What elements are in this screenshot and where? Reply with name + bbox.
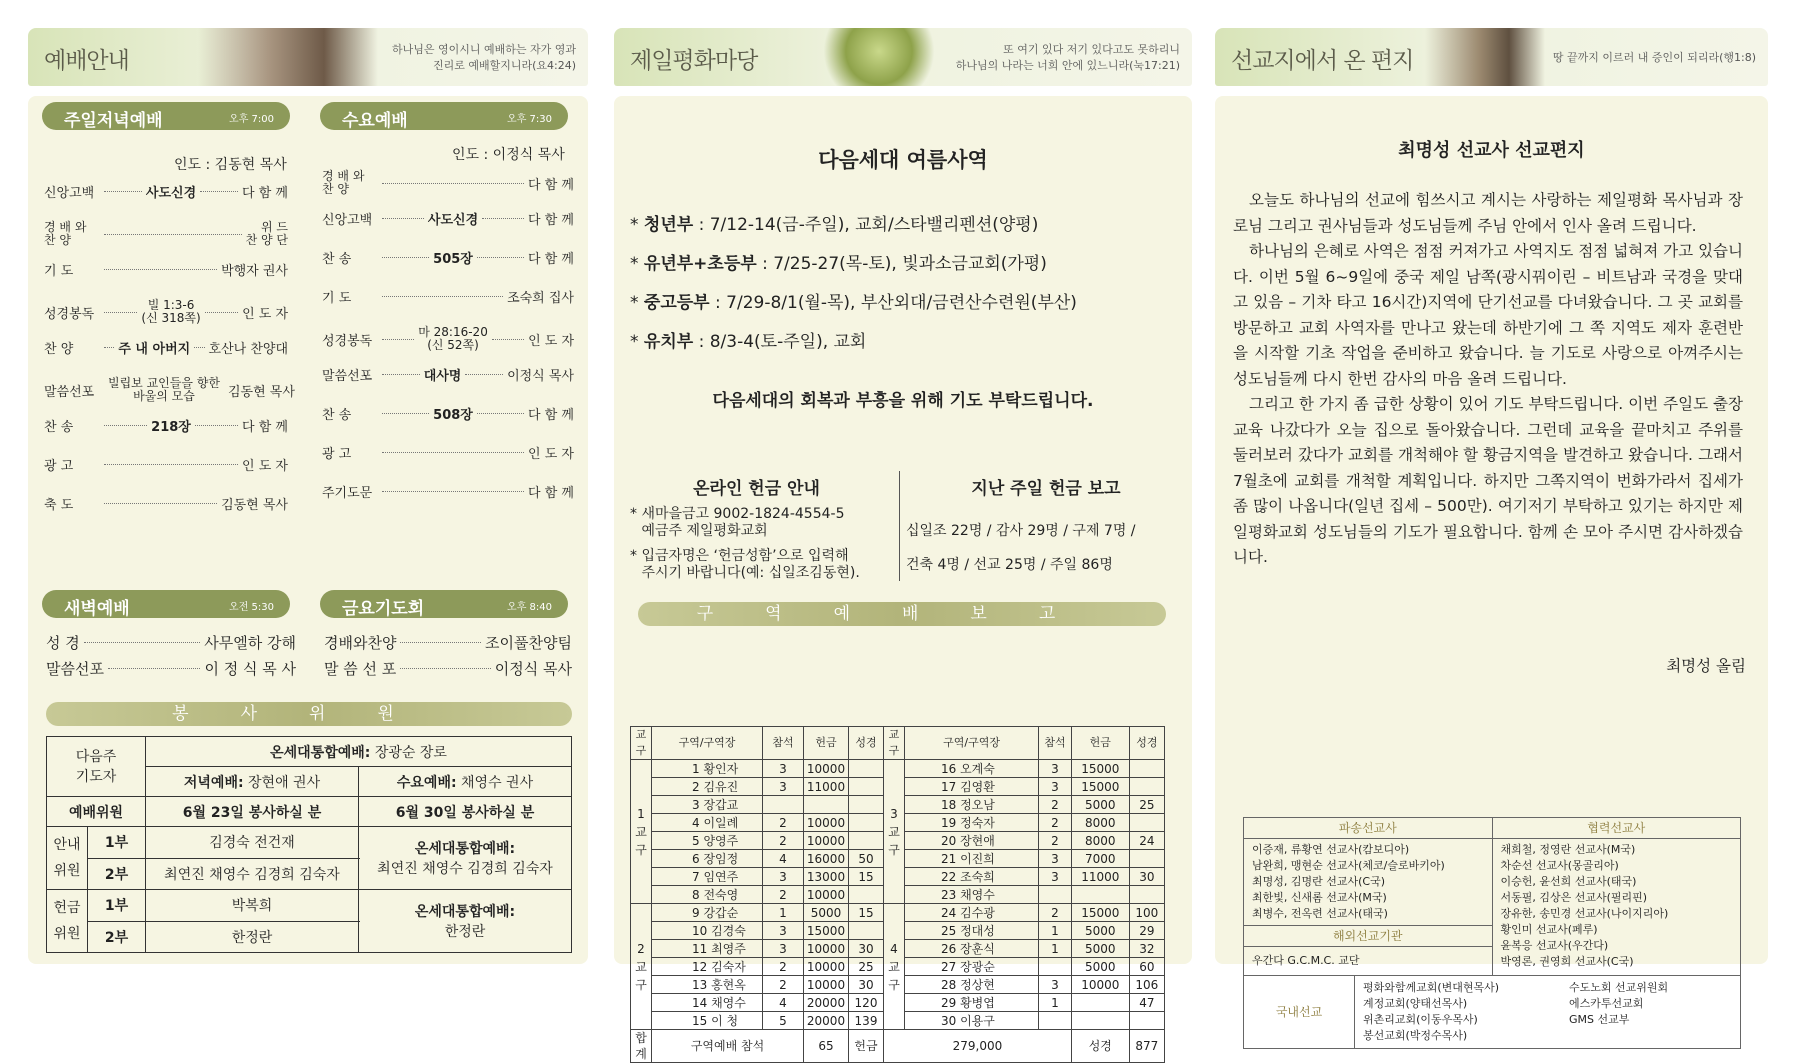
list-item: 최명성, 김명란 선교사(C국) <box>1252 875 1386 888</box>
mission-verse: 땅 끝까지 이르러 내 증인이 되리라(행1:8) <box>1552 51 1756 64</box>
mission-title: 선교지에서 온 편지 <box>1231 48 1414 74</box>
total-row: 합계 구역예배 참석 65 헌금 279,000 성경 877 <box>631 1030 1165 1063</box>
summer-title: 다음세대 여름사역 <box>818 148 988 172</box>
order-row <box>322 209 574 228</box>
order-item-person: 다 함 께 <box>528 252 574 267</box>
table-row: 15 이 청 5 20000 139 30 이용구 <box>631 1012 1165 1030</box>
worship-panel <box>28 96 588 964</box>
order-item-person: 김동현 목사 <box>227 384 295 400</box>
sunday-pill: 주일저녁예배 오후 7:00 <box>42 102 290 130</box>
table-header: 헌금 <box>804 727 849 760</box>
table-row: 13 홍현옥 2 10000 30 28 정상현 3 10000 106 <box>631 976 1165 994</box>
order-row <box>44 494 288 513</box>
list-item: 박영론, 권영희 선교사(C국) <box>1500 955 1634 968</box>
district-title: 구역예배보고 <box>638 602 1166 626</box>
order-row <box>322 248 574 267</box>
report-line-1: 십일조 22명 / 감사 29명 / 구제 7명 / <box>906 523 1136 539</box>
order-row <box>44 416 288 435</box>
mission-photo <box>1425 28 1545 86</box>
order-item-name: 신앙고백 <box>322 213 373 228</box>
peace-verse: 또 여기 있다 저기 있다고도 못하리니 하나님의 나라는 너희 안에 있느니라(눅17:21) <box>955 43 1180 72</box>
list-item: 수도노회 선교위원회 <box>1569 981 1669 994</box>
wednesday-leader: 인도 : 이정식 목사 <box>452 147 565 163</box>
order-row <box>44 260 288 279</box>
order-item-content: 빌 1:3-6 (신 318쪽) <box>141 298 201 325</box>
list-item: 평화와함께교회(변대현목사) <box>1363 981 1500 994</box>
friday-row-1: 경배와찬양 조이풀찬양팀 <box>324 634 572 652</box>
order-item-content: 빌립보 교인들을 향한 바울의 모습 <box>108 376 220 403</box>
table-row <box>631 727 1165 760</box>
list-item: 봉선교회(박정수목사) <box>1363 1029 1468 1042</box>
order-row <box>322 170 574 196</box>
summer-item-3: * 중고등부 : 7/29-8/1(월-목), 부산외대/금련산수련원(부산) <box>630 293 1077 313</box>
table-row: 12 김숙자 2 10000 25 27 장광순 5000 60 <box>631 958 1165 976</box>
table-row: 10 김경숙 3 15000 25 정대성 1 5000 29 <box>631 922 1165 940</box>
dawn-row-1: 성 경 사무엘하 강해 <box>46 634 296 652</box>
list-item: 윤복응 선교사(우간다) <box>1500 939 1609 952</box>
order-item-name: 주기도문 <box>322 486 373 501</box>
order-item-content: 주 내 아버지 <box>118 342 191 357</box>
mission-header <box>1215 28 1768 86</box>
order-item-name: 광 고 <box>322 447 352 462</box>
order-row <box>322 365 574 384</box>
online-title: 온라인 헌금 안내 <box>693 479 820 499</box>
list-item: 장유한, 송민경 선교사(나이지리아) <box>1500 907 1669 920</box>
report-title: 지난 주일 헌금 보고 <box>971 479 1121 499</box>
order-item-name: 성경봉독 <box>322 333 373 349</box>
district-table <box>630 726 1165 1063</box>
friday-pill: 금요기도회 오후 8:40 <box>320 590 568 618</box>
table-row: 8 전숙영 2 10000 23 채영수 <box>631 886 1165 904</box>
order-row <box>44 455 288 474</box>
summer-item-1: * 청년부 : 7/12-14(금-주일), 교회/스타밸리펜션(양평) <box>630 215 1039 235</box>
list-item: 서동필, 김상은 선교사(필리핀) <box>1500 891 1648 904</box>
table-row: 4 이일례 2 10000 19 정숙자 2 8000 <box>631 814 1165 832</box>
report-line-2: 건축 4명 / 선교 25명 / 주일 86명 <box>906 557 1113 573</box>
list-item: 차순선 선교사(몽골리아) <box>1500 859 1619 872</box>
worship-header <box>28 28 588 86</box>
table-row: 11 최영주 3 10000 30 26 장훈식 1 5000 32 <box>631 940 1165 958</box>
order-item-name: 찬 송 <box>322 408 352 423</box>
dawn-pill: 새벽예배 오전 5:30 <box>42 590 290 618</box>
table-header: 교구 <box>884 727 905 760</box>
order-item-content: 사도신경 <box>427 213 479 228</box>
order-row <box>322 482 574 501</box>
order-item-name: 신앙고백 <box>44 186 95 201</box>
table-row: 2 김유진 3 11000 17 김영환 3 15000 <box>631 778 1165 796</box>
order-item-person: 인 도 자 <box>242 306 289 322</box>
order-item-name: 축 도 <box>44 498 74 513</box>
order-item-name: 찬 송 <box>44 420 74 435</box>
order-item-content: 마 28:16-20 (신 52쪽) <box>418 325 488 352</box>
order-item-person: 인 도 자 <box>242 459 288 474</box>
order-item-person: 위 드 찬 양 단 <box>245 220 288 247</box>
group-label: 2 교 구 <box>631 904 652 1030</box>
list-item: 황인미 선교사(페루) <box>1500 923 1598 936</box>
list-item: GMS 선교부 <box>1569 1013 1630 1026</box>
order-item-person: 다 함 께 <box>242 420 288 435</box>
table-row: 7 임연주 3 13000 15 22 조숙희 3 11000 30 <box>631 868 1165 886</box>
order-item-person: 다 함 께 <box>528 486 574 501</box>
table-header: 교구 <box>631 727 652 760</box>
peace-panel <box>614 96 1192 1061</box>
letter-sign: 최명성 올림 <box>1666 657 1746 675</box>
order-row <box>44 376 295 403</box>
list-item: 이증재, 류황연 선교사(캄보디아) <box>1252 843 1410 856</box>
worship-verse: 하나님은 영이시니 예배하는 자가 영과 진리로 예배할지니라(요4:24) <box>391 43 576 72</box>
order-row <box>322 287 574 306</box>
table-header: 참석 <box>763 727 804 760</box>
order-row <box>322 326 574 352</box>
order-item-person: 인 도 자 <box>528 447 574 462</box>
group-label: 1 교 구 <box>631 760 652 904</box>
table-row: 1 교 구 1 황인자 3 10000 3 교 구 16 오계숙 3 15000 <box>631 760 1165 778</box>
list-item: 남완희, 맹현순 선교사(체코/슬로바키아) <box>1252 859 1445 872</box>
table-row: 2 교 구 9 강갑순 1 5000 15 4 교 구 24 김수광 2 15000 100 <box>631 904 1165 922</box>
order-row <box>322 404 574 423</box>
table-row: 6 장임정 4 16000 50 21 이진희 3 7000 <box>631 850 1165 868</box>
order-item-person: 이정식 목사 <box>507 369 574 384</box>
list-item: 에스카투선교회 <box>1569 997 1644 1010</box>
list-item: 이승헌, 윤선희 선교사(태국) <box>1500 875 1637 888</box>
order-item-content: 대사명 <box>423 369 462 384</box>
sunday-leader: 인도 : 김동현 목사 <box>174 157 287 173</box>
peace-header <box>614 28 1192 86</box>
peace-title: 제일평화마당 <box>630 48 758 74</box>
servants-table: 다음주 기도자 온세대통합예배: 장광순 장로 저녁예배: 장현애 권사 수요예배: 채영수 권사 예배위원 6월 23일 봉사하실 분 6월 30일 봉사하실 분 안내 위원 1부 2부 김경숙 전건재 온세대통합예배: 최연진 채영수 김경희 김숙자 최연진 채영수 김경희 김숙자 헌금 위원 1부 2부 박복희 온세대통합예배: 한정란 한정란 <box>46 736 572 953</box>
table-header: 성경 <box>849 727 884 760</box>
dawn-row-2: 말씀선포 이 정 식 목 사 <box>46 660 296 678</box>
worship-photo <box>198 28 378 86</box>
order-item-content: 사도신경 <box>145 186 197 201</box>
order-item-person: 박행자 권사 <box>221 264 288 279</box>
order-row <box>44 221 288 247</box>
order-row <box>44 182 288 201</box>
order-item-person: 다 함 께 <box>242 186 288 201</box>
summer-item-2: * 유년부+초등부 : 7/25-27(목-토), 빛과소금교회(가평) <box>630 254 1047 274</box>
order-row <box>322 443 574 462</box>
list-item: 위촌리교회(이동우목사) <box>1363 1013 1478 1026</box>
order-row <box>44 299 288 325</box>
order-item-name: 찬 송 <box>322 252 352 267</box>
table-header: 참석 <box>1039 727 1072 760</box>
letter-body: 오늘도 하나님의 선교에 힘쓰시고 계시는 사랑하는 제일평화 목사님과 장로님 그리고 권사님들과 성도님들께 주님 안에서 인사 올려 드립니다. 하나님의 은혜로 사역은 점점 커져가고 사역지도 점점 넓혀져 가고 있습니다. 이번 5월 6~9일에 중국 제일 남쪽(광시꿔이린 – 비트남과 국경을 맞대고 있음 – 기차 타고 16시간)지역에 단기선교를 다녀왔습니다. 그 곳 교회를 방문하고 교회 사역자를 만나고 왔는데 하반기에 그 쪽 지역도 제자 훈련반을 시작할 기초 작업을 준비하고 왔습니다. 늘 기도로 사랑으로 아껴주시는 성도님들께 다시 한번 감사의 마음 올려 드립니다. 그리고 한 가지 좀 급한 상황이 있어 기도 부탁드립니다. 이번 주일도 출장교육 나갔다가 오늘 집으로 돌아왔습니다. 그런데 교육을 끝마치고 주위를 둘러보러 갔다가 교회를 개척해야 할 황금지역을 발견하고 왔습니다. 그래서 7월초에 교회를 개척할 계획입니다. 하지만 그쪽지역이 번화가라서 집세가 좀 많이 나옵니다(일년 집세 – 500만). 여기저기 부탁하고 있기는 하지만 제일평화교회 성도님들의 기도가 필요합니다. 함께 손 모아 주시면 감사하겠습니다. <box>1233 191 1743 566</box>
friday-row-2: 말 씀 선 포 이정식 목사 <box>324 660 572 678</box>
order-item-content: 505장 <box>433 252 473 267</box>
order-item-content: 508장 <box>433 408 473 423</box>
missionary-table: 파송선교사 협력선교사 이증재, 류황연 선교사(캄보디아) 남완희, 맹현순 선교사(체코/슬로바키아) 최명성, 김명란 선교사(C국) 최한빛, 신새롬 선교사(M국) 최병수, 전옥련 선교사(태국) 채희철, 정영란 선교사(M국) 차순선 선교사(몽골리아) 이승헌, 윤선희 선교사(태국) 서동필, 김상은 선교사(필리핀) 장유한, 송민경 선교사(나이지리아) 황인미 선교사(페루) 윤복응 선교사(우간다) 박영론, 권영희 선교사(C국) 해외선교기관 우간다 G.C.M.C. 교단 국내선교 평화와함께교회(변대현목사) 계정교회(양태선목사) 위촌리교회(이동우목사) 봉선교회(박정수목사) 수도노회 선교위원회 에스카투선교회 GMS 선교부 <box>1243 817 1741 1049</box>
order-item-person: 다 함 께 <box>528 408 574 423</box>
order-item-person: 조숙희 집사 <box>507 291 574 306</box>
order-item-person: 김동현 목사 <box>221 498 288 513</box>
table-row: 3 장갑교 18 정오남 2 5000 25 <box>631 796 1165 814</box>
list-item: 계정교회(양태선목사) <box>1363 997 1468 1010</box>
order-item-name: 말씀선포 <box>44 384 95 400</box>
list-item: 채희철, 정영란 선교사(M국) <box>1500 843 1636 856</box>
order-item-name: 광 고 <box>44 459 74 474</box>
order-item-content: 218장 <box>151 420 191 435</box>
order-item-person: 인 도 자 <box>528 333 575 349</box>
wednesday-pill: 수요예배 오후 7:30 <box>320 102 568 130</box>
online-note: * 입금자명은 ‘헌금성함’으로 입력해 주시기 바랍니다(예: 십일조김동현). <box>630 548 860 581</box>
group-label: 3 교 구 <box>884 760 905 904</box>
order-item-name: 찬 양 <box>44 342 74 357</box>
servants-title: 봉사위원 <box>46 702 572 726</box>
table-header: 구역/구역장 <box>652 727 763 760</box>
order-row <box>44 338 288 357</box>
table-header: 구역/구역장 <box>905 727 1039 760</box>
letter-title: 최명성 선교사 선교편지 <box>1398 140 1585 161</box>
order-item-name: 경 배 와 찬 양 <box>44 220 87 247</box>
table-row: 14 채영수 4 20000 120 29 황병엽 1 47 <box>631 994 1165 1012</box>
group-label: 4 교 구 <box>884 904 905 1030</box>
prayer-request: 다음세대의 회복과 부흥을 위해 기도 부탁드립니다. <box>712 391 1094 411</box>
list-item: 최한빛, 신새롬 선교사(M국) <box>1252 891 1387 904</box>
order-item-person: 다 함 께 <box>528 213 574 228</box>
plant-photo <box>814 28 944 86</box>
order-item-name: 성경봉독 <box>44 306 95 322</box>
order-item-person: 호산나 찬양대 <box>208 342 289 357</box>
list-item: 최병수, 전옥련 선교사(태국) <box>1252 907 1388 920</box>
order-item-name: 경 배 와 찬 양 <box>322 169 365 196</box>
order-item-person: 다 함 께 <box>528 177 574 193</box>
table-header: 헌금 <box>1071 727 1129 760</box>
order-item-name: 기 도 <box>44 264 74 279</box>
online-account: * 새마을금고 9002-1824-4554-5 예금주 제일평화교회 <box>630 506 845 539</box>
order-item-name: 말씀선포 <box>322 369 373 384</box>
summer-item-4: * 유치부 : 8/3-4(토-주일), 교회 <box>630 332 867 352</box>
table-row: 5 양영주 2 10000 20 장현애 2 8000 24 <box>631 832 1165 850</box>
worship-title: 예배안내 <box>44 48 129 74</box>
mission-panel <box>1215 96 1768 1042</box>
order-item-name: 기 도 <box>322 291 352 306</box>
table-header: 성경 <box>1129 727 1164 760</box>
